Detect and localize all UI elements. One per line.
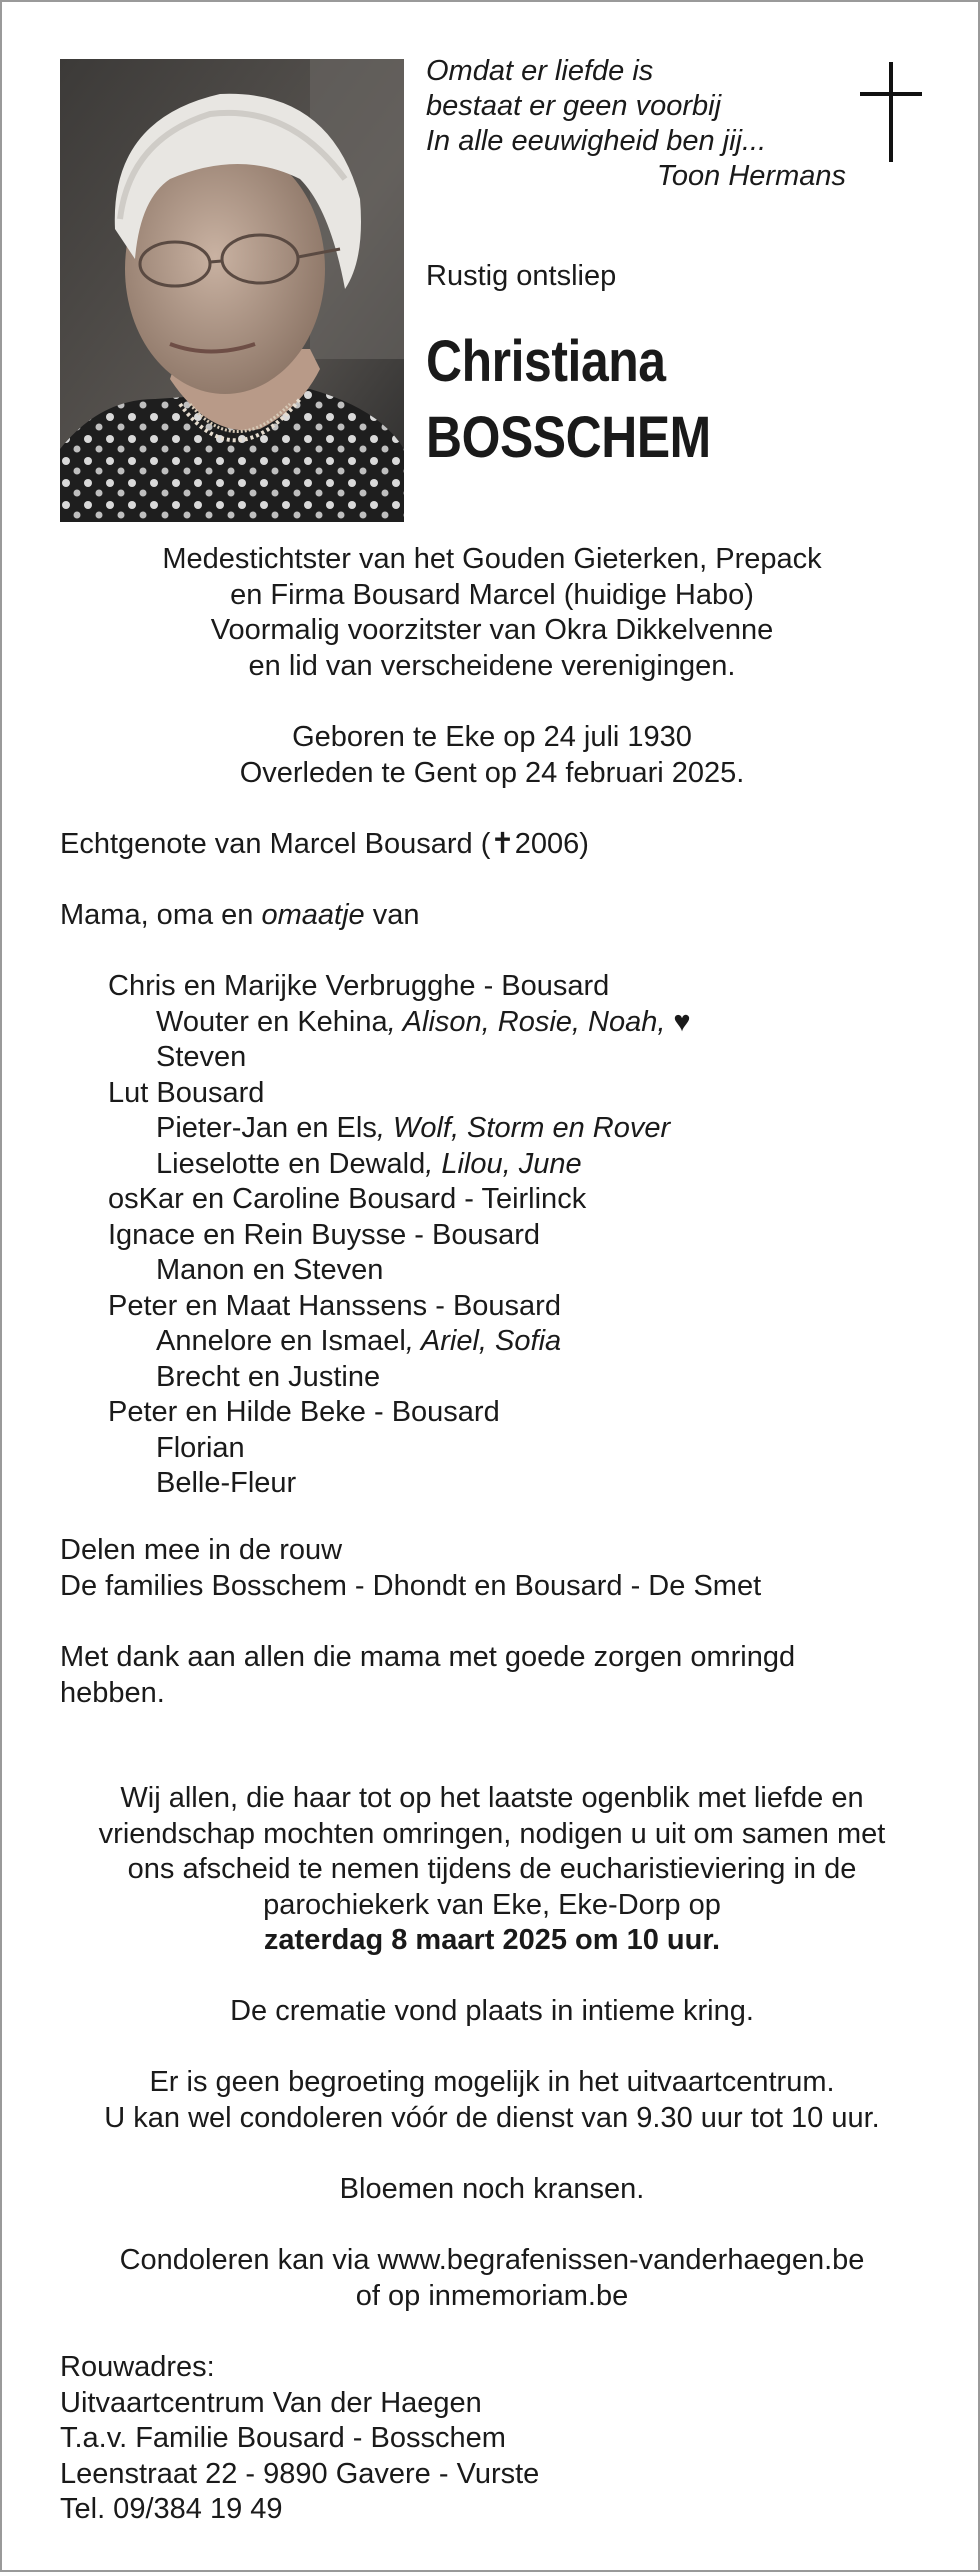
- visiting-line: U kan wel condoleren vóór de dienst van 9.30 uur tot 10 uur.: [104, 2101, 880, 2134]
- family-names: Wouter en Kehina: [156, 1005, 388, 1038]
- family-member-line: [60, 1395, 940, 1431]
- family-intro-text: [60, 898, 940, 934]
- death-line: Overleden te Gent op 24 februari 2025.: [239, 756, 745, 789]
- family-names: Steven: [156, 1041, 247, 1073]
- ceremony-line: vriendschap mochten omringen, nodigen u uit om samen met: [98, 1817, 886, 1850]
- family-intro-italic: omaatje: [261, 899, 365, 931]
- family-names: Chris en Marijke Verbrugghe - Bousard: [108, 970, 610, 1002]
- bio-line: en lid van verscheidene verenigingen.: [248, 649, 736, 682]
- grandchild-line: [60, 1466, 940, 1502]
- condolences-line: of op inmemoriam.be: [355, 2279, 629, 2312]
- grandchild-line: [60, 1147, 940, 1183]
- bio-line: Medestichtster van het Gouden Gieterken, Prepack: [162, 543, 822, 575]
- ceremony-line: Wij allen, die haar tot op het laatste ogenblik met liefde en: [120, 1782, 864, 1814]
- family-member-line: [60, 1289, 940, 1325]
- grandchild-line: [60, 1005, 940, 1041]
- grandchild-line: [60, 1253, 940, 1289]
- family-names: Lieselotte en Dewald: [156, 1147, 426, 1180]
- quote-line: In alle eeuwigheid ben jij...: [426, 125, 767, 157]
- family-member-line: [60, 1218, 940, 1254]
- thanks-line: Met dank aan allen die mama met goede zorgen omringd: [60, 1641, 796, 1673]
- thanks-block: [60, 1640, 940, 1711]
- birth-line: Geboren te Eke op 24 juli 1930: [292, 721, 692, 753]
- family-list: [60, 969, 940, 1502]
- thanks-line: hebben.: [60, 1676, 165, 1709]
- mourning-block: [60, 1533, 940, 1604]
- grandchild-line: [60, 1040, 940, 1076]
- address-line: Rouwadres:: [60, 2351, 215, 2383]
- address-line: Uitvaartcentrum Van der Haegen: [60, 2386, 482, 2419]
- family-names: Manon en Steven: [156, 1254, 384, 1286]
- family-names: Brecht en Justine: [156, 1360, 381, 1393]
- ceremony-line: ons afscheid te nemen tijdens de eucharistieviering in de: [127, 1853, 857, 1885]
- quote-line: Omdat er liefde is: [426, 55, 654, 87]
- address-line: T.a.v. Familie Bousard - Bosschem: [60, 2422, 506, 2454]
- family-names: Belle-Fleur: [156, 1467, 297, 1499]
- cremation-block: [42, 1994, 942, 2030]
- address-line: Tel. 09/384 19 49: [60, 2493, 283, 2525]
- quote-block: [426, 54, 856, 194]
- mourning-line: De families Bosschem - Dhondt en Bousard - De Smet: [60, 1569, 762, 1602]
- mourning-line: Delen mee in de rouw: [60, 1534, 343, 1566]
- family-names: Florian: [156, 1431, 245, 1464]
- great-grandchildren-names: , Alison, Rosie, Noah,: [387, 1005, 666, 1038]
- flowers-text: Bloemen noch kransen.: [339, 2173, 645, 2205]
- life-dates: [42, 720, 942, 791]
- ceremony-line: parochiekerk van Eke, Eke-Dorp op: [263, 1888, 721, 1921]
- deceased-name: [426, 324, 711, 476]
- family-names: Annelore en Ismael: [156, 1325, 406, 1357]
- great-grandchildren-names: , Wolf, Storm en Rover: [376, 1112, 671, 1144]
- condolences-block: [42, 2243, 942, 2314]
- flowers-block: [42, 2172, 942, 2208]
- quote-author: Toon Hermans: [656, 160, 846, 192]
- family-names: Peter en Maat Hanssens - Bousard: [108, 1289, 561, 1322]
- great-grandchildren-names: , Lilou, June: [425, 1147, 582, 1180]
- family-names: Peter en Hilde Beke - Bousard: [108, 1396, 500, 1428]
- first-name: Christiana: [426, 329, 666, 394]
- cross-icon: [860, 62, 922, 162]
- family-intro: [60, 898, 940, 934]
- portrait-photo: [60, 59, 404, 522]
- address-line: Leenstraat 22 - 9890 Gavere - Vurste: [60, 2457, 540, 2490]
- family-intro-post: van: [364, 899, 420, 931]
- family-names: Lut Bousard: [108, 1076, 265, 1109]
- family-member-line: [60, 1076, 940, 1112]
- family-names: osKar en Caroline Bousard - Teirlinck: [108, 1183, 587, 1215]
- intro-text: Rustig ontsliep: [426, 260, 617, 292]
- grandchild-line: [60, 1324, 940, 1360]
- cremation-text: De crematie vond plaats in intieme kring.: [230, 1995, 754, 2027]
- great-grandchildren-names: , Ariel, Sofia: [405, 1325, 562, 1357]
- grandchild-line: [60, 1111, 940, 1147]
- condolences-line: Condoleren kan via www.begrafenissen-vanderhaegen.be: [119, 2244, 865, 2276]
- visiting-block: [42, 2065, 942, 2136]
- family-member-line: [60, 1182, 940, 1218]
- family-names: Pieter-Jan en Els: [156, 1112, 377, 1144]
- grandchild-line: [60, 1360, 940, 1396]
- grandchild-line: [60, 1431, 940, 1467]
- bio-line: en Firma Bousard Marcel (huidige Habo): [230, 578, 754, 611]
- ceremony-date: zaterdag 8 maart 2025 om 10 uur.: [263, 1924, 721, 1956]
- visiting-line: Er is geen begroeting mogelijk in het uitvaartcentrum.: [149, 2066, 835, 2098]
- address-block: [60, 2350, 940, 2528]
- quote-line: bestaat er geen voorbij: [426, 90, 722, 122]
- biography: [42, 542, 942, 684]
- spouse-text: Echtgenote van Marcel Bousard (✝2006): [60, 828, 589, 860]
- last-name: BOSSCHEM: [426, 405, 711, 470]
- family-intro-pre: Mama, oma en: [60, 899, 262, 931]
- spouse-line: [60, 827, 940, 863]
- heart-icon: ♥: [673, 1005, 691, 1038]
- family-names: Ignace en Rein Buysse - Bousard: [108, 1218, 541, 1251]
- family-member-line: [60, 969, 940, 1005]
- bio-line: Voormalig voorzitster van Okra Dikkelvenne: [210, 614, 774, 646]
- ceremony-block: [42, 1781, 942, 1959]
